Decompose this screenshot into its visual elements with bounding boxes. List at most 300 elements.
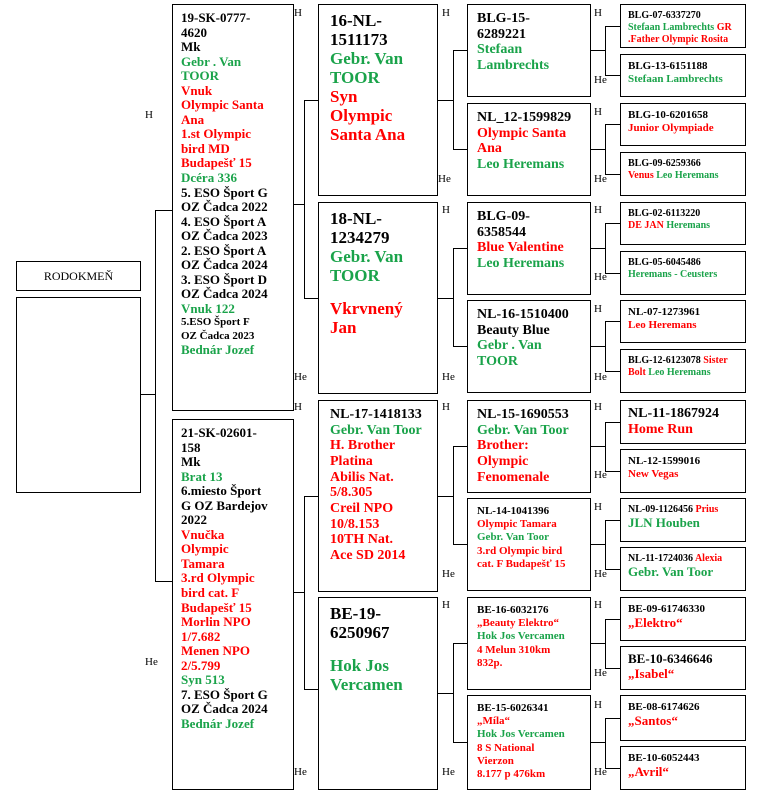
pedigree-line: Ace SD 2014 [330, 548, 406, 564]
sex-label-he: He [294, 766, 307, 778]
gen3-box-7 [467, 597, 591, 690]
pedigree-line: 21-SK-02601- [181, 425, 257, 440]
pedigree-line: 3. ESO Šport D [181, 271, 267, 287]
gen3-box-3 [467, 202, 591, 295]
pedigree-line: Mk [181, 39, 201, 55]
sex-label-h: H [442, 401, 450, 413]
gen4-box-4 [620, 152, 746, 196]
pedigree-text: NL-07-1273961 [628, 306, 701, 318]
pedigree-line: OZ Čadca 2024 [181, 701, 268, 717]
pedigree-line: Ana [477, 141, 502, 157]
connector-line [453, 346, 467, 347]
pedigree-line: 19-SK-0777- [181, 10, 251, 25]
sex-label-h: H [594, 401, 602, 413]
sex-label-he: He [594, 667, 607, 679]
pedigree-line: G OZ Bardejov [181, 497, 268, 513]
pedigree-line: 18-NL- [330, 209, 382, 228]
sex-label-he: He [594, 766, 607, 778]
connector-line [591, 50, 606, 51]
connector-line [605, 26, 620, 27]
gen3-box-1 [467, 4, 591, 97]
connector-line [605, 718, 620, 719]
connector-line [605, 174, 620, 175]
pedigree-line: 8 S National [477, 741, 535, 754]
pedigree-line [628, 306, 745, 319]
pedigree-text: BE-08-6174626 [628, 701, 700, 713]
gen4-box-10 [620, 449, 746, 493]
sex-label-he: He [594, 74, 607, 86]
pedigree-line: OZ Čadca 2022 [181, 199, 268, 215]
pedigree-line: Dcéra 336 [181, 170, 237, 186]
pedigree-line: Syn 513 [181, 672, 225, 688]
pedigree-text: „Elektro“ [628, 615, 683, 631]
pedigree-text: Alexia [693, 553, 723, 564]
pedigree-line: Ana [181, 111, 205, 127]
pedigree-text: BLG-10-6201658 [628, 109, 709, 121]
gen4-box-3 [620, 103, 746, 146]
pedigree-line: Leo Heremans [477, 256, 565, 272]
pedigree-line [628, 765, 745, 780]
pedigree-text: Leo Heremans [653, 170, 719, 181]
pedigree-line: H. Brother [330, 438, 396, 454]
connector-line [453, 50, 454, 150]
connector-line [605, 26, 606, 76]
connector-line [591, 248, 606, 249]
pedigree-line: 1.st Olympic [181, 126, 252, 142]
gen4-box-9 [620, 400, 746, 444]
pedigree-text: BLG-02-6113220 [628, 208, 701, 219]
gen4-box-1 [620, 4, 746, 48]
sex-label-h: H [442, 7, 450, 19]
gen2-box-4 [318, 597, 438, 790]
connector-line [605, 124, 606, 175]
pedigree-line: 2022 [181, 512, 207, 528]
connector-line [605, 223, 606, 274]
pedigree-line: Jan [330, 318, 357, 338]
pedigree-line: BLG-15- [477, 11, 530, 26]
pedigree-line: Vnuk [181, 82, 213, 98]
pedigree-text: .Father Olympic Rosita [628, 34, 729, 45]
pedigree-line: Fenomenale [477, 469, 550, 485]
pedigree-line: Vierzon [477, 754, 514, 767]
gen3-box-2 [467, 103, 591, 196]
pedigree-text: BLG-12-6123078 [628, 355, 701, 366]
connector-line [304, 100, 318, 101]
connector-line [605, 619, 606, 669]
pedigree-text: NL-09-1126456 [628, 504, 693, 515]
pedigree-line: Bednár Jozef [181, 341, 255, 357]
pedigree-text: NL-11-1867924 [628, 406, 719, 421]
connector-line [605, 668, 620, 669]
sex-label-h: H [594, 106, 602, 118]
pedigree-text: Venus [628, 170, 654, 181]
pedigree-line: Gebr. Van Toor [477, 422, 569, 438]
pedigree-line: Gebr. Van Toor [330, 422, 422, 438]
pedigree-line: cat. F Budapešť 15 [477, 557, 566, 570]
sex-label-he: He [594, 371, 607, 383]
sex-label-he: He [442, 568, 455, 580]
connector-line [141, 394, 156, 395]
pedigree-title-box [16, 261, 141, 291]
sex-label-h: H [594, 599, 602, 611]
pedigree-line [628, 355, 745, 367]
connector-line [155, 210, 172, 211]
pedigree-line: Morlin NPO [181, 614, 251, 630]
pedigree-text: Sister [700, 355, 728, 366]
pedigree-text: Stefaan Lambrechts [628, 22, 715, 33]
gen4-box-7 [620, 300, 746, 343]
pedigree-line: NL-17-1418133 [330, 407, 422, 422]
pedigree-line: Platina [330, 454, 373, 470]
sex-label-h: H [594, 699, 602, 711]
connector-line [304, 689, 318, 690]
connector-line [453, 248, 454, 347]
pedigree-line [628, 269, 745, 281]
pedigree-line: 1511173 [330, 30, 388, 50]
pedigree-text: Junior Olympiade [628, 122, 714, 135]
pedigree-line: Gebr . Van [181, 53, 242, 69]
gen3-box-4 [467, 300, 591, 393]
gen3-box-5 [467, 400, 591, 493]
connector-line [438, 496, 454, 497]
pedigree-line: 8.177 p 476km [477, 767, 546, 780]
pedigree-line: NL-14-1041396 [477, 505, 550, 517]
pedigree-line: 158 [181, 439, 201, 455]
pedigree-line: Brat 13 [181, 468, 223, 484]
pedigree-line [628, 455, 745, 468]
connector-line [605, 422, 606, 472]
connector-line [605, 471, 620, 472]
pedigree-line [628, 34, 745, 46]
pedigree-line [330, 642, 437, 656]
pedigree-line: 3.rd Olympic [181, 570, 255, 586]
pedigree-line: NL-15-1690553 [477, 407, 569, 422]
gen4-box-5 [620, 202, 746, 245]
pedigree-line [628, 208, 745, 220]
pedigree-line: Vercamen [330, 675, 403, 695]
connector-line [605, 75, 620, 76]
connector-line [591, 742, 606, 743]
pedigree-line: 4 Melun 310km [477, 643, 551, 656]
pedigree-text: Leo Heremans [628, 319, 697, 332]
pedigree-line: Olympic Santa [477, 125, 567, 141]
connector-line [605, 321, 606, 372]
pedigree-line: 6358544 [477, 224, 526, 240]
pedigree-line: 6.miesto Šport [181, 483, 262, 499]
sex-label-h: H [594, 501, 602, 513]
connector-line [453, 446, 467, 447]
sex-label-he: He [594, 469, 607, 481]
pedigree-line [628, 170, 745, 182]
connector-line [605, 569, 620, 570]
pedigree-text: NL-11-1724036 [628, 553, 693, 564]
connector-line [591, 544, 606, 545]
pedigree-line: 1234279 [330, 228, 390, 248]
sex-label-h: H [442, 599, 450, 611]
sex-label-he: He [145, 656, 158, 668]
connector-line [605, 619, 620, 620]
sire-box [172, 4, 294, 411]
gen4-box-13 [620, 597, 746, 641]
pedigree-text: BLG-13-6151188 [628, 60, 708, 72]
connector-line [304, 496, 305, 690]
connector-line [605, 520, 620, 521]
pedigree-line: TOOR [330, 68, 380, 88]
gen2-box-1 [318, 4, 438, 196]
pedigree-line: Olympic [330, 106, 393, 126]
gen4-box-6 [620, 251, 746, 295]
pedigree-line [628, 122, 745, 135]
gen4-box-11 [620, 498, 746, 542]
pedigree-line: Lambrechts [477, 58, 550, 74]
pedigree-line: Olympic [477, 454, 529, 470]
pedigree-line: 7. ESO Šport G [181, 686, 268, 702]
pedigree-line: „Míla“ [477, 715, 510, 728]
pedigree-line: Olympic Santa [181, 97, 264, 113]
pedigree-text: Gebr. Van Toor [628, 564, 714, 579]
pedigree-line [628, 616, 745, 631]
connector-line [453, 248, 467, 249]
connector-line [438, 100, 454, 101]
pedigree-line: Tamara [181, 555, 225, 571]
gen3-box-8 [467, 695, 591, 790]
sex-label-he: He [438, 173, 451, 185]
pedigree-line [628, 257, 745, 269]
sex-label-h: H [294, 7, 302, 19]
connector-line [438, 298, 454, 299]
pedigree-line: OZ Čadca 2024 [181, 286, 268, 302]
pedigree-line: Menen NPO [181, 643, 250, 659]
gen4-box-16 [620, 746, 746, 790]
connector-line [591, 149, 606, 150]
pedigree-line [330, 285, 437, 299]
pedigree-line: Gebr. Van [330, 247, 404, 267]
pedigree-line: Vkrvnený [330, 299, 403, 319]
pedigree-line: 6250967 [330, 623, 390, 643]
pedigree-line: Hok Jos [330, 656, 390, 676]
pedigree-line [628, 158, 745, 170]
pedigree-line: OZ Čadca 2024 [181, 257, 268, 273]
connector-line [605, 124, 620, 125]
pedigree-line: 16-NL- [330, 11, 382, 30]
connector-line [605, 520, 606, 570]
pedigree-text: JLN Houben [628, 515, 700, 530]
pedigree-line: Bednár Jozef [181, 715, 255, 731]
pedigree-line: Olympic Tamara [477, 518, 557, 531]
pedigree-line: 10/8.153 [330, 516, 380, 532]
pedigree-line: Blue Valentine [477, 240, 564, 256]
pedigree-text: DE JAN [628, 220, 664, 231]
gen2-box-2 [318, 202, 438, 394]
connector-line [591, 643, 606, 644]
gen2-box-3 [318, 400, 438, 592]
pedigree-text: BE-10-6052443 [628, 752, 700, 764]
connector-line [453, 742, 467, 743]
pedigree-line: Stefaan [477, 42, 523, 58]
pedigree-text: „Isabel“ [628, 665, 675, 681]
sex-label-h: H [594, 204, 602, 216]
connector-line [453, 643, 467, 644]
sex-label-he: He [442, 766, 455, 778]
connector-line [155, 581, 172, 582]
pedigree-line: Hok Jos Vercamen [477, 630, 565, 643]
pedigree-line: 4620 [181, 24, 207, 40]
pedigree-text: New Vegas [628, 468, 679, 481]
pedigree-line [628, 468, 745, 481]
pedigree-line [628, 220, 745, 232]
pedigree-text: Prius [693, 504, 719, 515]
pedigree-line: BE-15-6026341 [477, 702, 549, 714]
sex-label-he: He [294, 371, 307, 383]
pedigree-text: „Avril“ [628, 764, 669, 780]
pedigree-text: Home Run [628, 421, 693, 437]
pedigree-line: „Beauty Elektro“ [477, 617, 559, 630]
sex-label-h: H [594, 7, 602, 19]
pedigree-line [628, 73, 745, 86]
connector-line [605, 223, 620, 224]
pedigree-text: Stefaan Lambrechts [628, 73, 723, 86]
sex-label-h: H [442, 204, 450, 216]
pedigree-text: GR [714, 22, 732, 33]
pedigree-line: OZ Čadca 2023 [181, 228, 268, 244]
pedigree-line [628, 22, 745, 34]
pedigree-line: 5. ESO Šport G [181, 184, 268, 200]
pedigree-line: TOOR [181, 68, 220, 84]
pedigree-text: Heremans - Ceusters [628, 269, 718, 280]
connector-line [155, 210, 156, 582]
pedigree-line [628, 652, 745, 667]
pedigree-line: Creil NPO [330, 501, 394, 517]
pedigree-line: Abilis Nat. [330, 469, 394, 485]
pedigree-line: 3.rd Olympic bird [477, 544, 563, 557]
pedigree-line: 10TH Nat. [330, 532, 393, 548]
pedigree-line: 5.ESO Šport F [181, 316, 250, 329]
connector-line [453, 643, 454, 743]
connector-line [453, 149, 467, 150]
pedigree-text: BLG-09-6259366 [628, 158, 701, 169]
connector-line [605, 768, 620, 769]
pedigree-line: 2/5.799 [181, 657, 221, 673]
pedigree-line: 6289221 [477, 26, 526, 42]
pedigree-line: Beauty Blue [477, 322, 550, 338]
pedigree-line: 4. ESO Šport A [181, 213, 267, 229]
pedigree-text: NL-12-1599016 [628, 455, 701, 467]
pedigree-line: Mk [181, 454, 201, 470]
pedigree-line: Budapešť 15 [181, 155, 252, 171]
gen4-box-8 [620, 349, 746, 393]
pedigree-line: NL_12-1599829 [477, 110, 572, 125]
sex-label-he: He [442, 371, 455, 383]
connector-line [591, 346, 606, 347]
gen4-box-12 [620, 547, 746, 591]
pedigree-line: Olympic [181, 541, 229, 557]
pedigree-line: Hok Jos Vercamen [477, 728, 565, 741]
pedigree-text: BLG-07-6337270 [628, 10, 701, 21]
connector-line [605, 321, 620, 322]
sex-label-h: H [594, 303, 602, 315]
pedigree-line [628, 60, 745, 73]
pedigree-line: Budapešť 15 [181, 599, 252, 615]
pedigree-line: Syn [330, 87, 358, 107]
dam-box [172, 419, 294, 790]
connector-line [304, 298, 318, 299]
pedigree-text: Bolt [628, 367, 646, 378]
sex-label-h: H [145, 109, 153, 121]
pedigree-line: bird MD [181, 140, 230, 156]
gen4-box-2 [620, 54, 746, 97]
pedigree-line [628, 319, 745, 332]
pedigree-line [628, 422, 745, 438]
pedigree-line: Santa Ana [330, 125, 406, 145]
pedigree-line: Gebr. Van [330, 49, 404, 69]
pedigree-line [628, 565, 745, 580]
connector-line [304, 496, 318, 497]
pedigree-line: Brother: [477, 438, 529, 454]
pedigree-line [628, 667, 745, 682]
sex-label-he: He [594, 568, 607, 580]
connector-line [453, 446, 454, 545]
pedigree-line [628, 367, 745, 379]
pedigree-line: bird cat. F [181, 585, 240, 601]
pedigree-text: Heremans [663, 220, 711, 231]
connector-line [605, 718, 606, 769]
pedigree-line: Vnučka [181, 526, 225, 542]
photo-placeholder-box [16, 297, 141, 493]
sex-label-he: He [594, 271, 607, 283]
pedigree-title: RODOKMEŇ [43, 269, 114, 283]
pedigree-text: „Santos“ [628, 713, 678, 729]
pedigree-line [628, 714, 745, 729]
pedigree-line: BE-19- [330, 604, 381, 623]
pedigree-line: 832p. [477, 656, 503, 669]
pedigree-line [628, 10, 745, 22]
gen4-box-15 [620, 695, 746, 741]
pedigree-line: Gebr . Van [477, 338, 542, 354]
pedigree-line: Leo Heremans [477, 157, 565, 173]
pedigree-line [628, 516, 745, 531]
pedigree-line: OZ Čadca 2023 [181, 329, 255, 342]
connector-line [453, 50, 467, 51]
pedigree-line: BE-16-6032176 [477, 604, 549, 616]
pedigree-line: 5/8.305 [330, 485, 373, 501]
pedigree-line: NL-16-1510400 [477, 307, 569, 322]
connector-line [605, 371, 620, 372]
sex-label-he: He [594, 173, 607, 185]
pedigree-line [628, 109, 745, 122]
gen4-box-14 [620, 646, 746, 690]
pedigree-text: Leo Heremans [645, 367, 711, 378]
connector-line [591, 446, 606, 447]
pedigree-line: BLG-09- [477, 209, 530, 224]
pedigree-line: Vnuk 122 [181, 300, 235, 316]
pedigree-line [628, 406, 745, 422]
pedigree-line: 2. ESO Šport A [181, 242, 267, 258]
connector-line [438, 693, 454, 694]
connector-line [304, 100, 305, 299]
connector-line [605, 273, 620, 274]
pedigree-line: TOOR [477, 354, 518, 370]
pedigree-line: Gebr. Van Toor [477, 531, 550, 544]
pedigree-text: BE-10-6346646 [628, 651, 713, 666]
gen3-box-6 [467, 498, 591, 591]
pedigree-text: BE-09-61746330 [628, 603, 705, 615]
pedigree-line: 1/7.682 [181, 628, 221, 644]
sex-label-h: H [294, 401, 302, 413]
pedigree-text: BLG-05-6045486 [628, 257, 701, 268]
connector-line [453, 544, 467, 545]
connector-line [605, 422, 620, 423]
pedigree-line: TOOR [330, 266, 380, 286]
